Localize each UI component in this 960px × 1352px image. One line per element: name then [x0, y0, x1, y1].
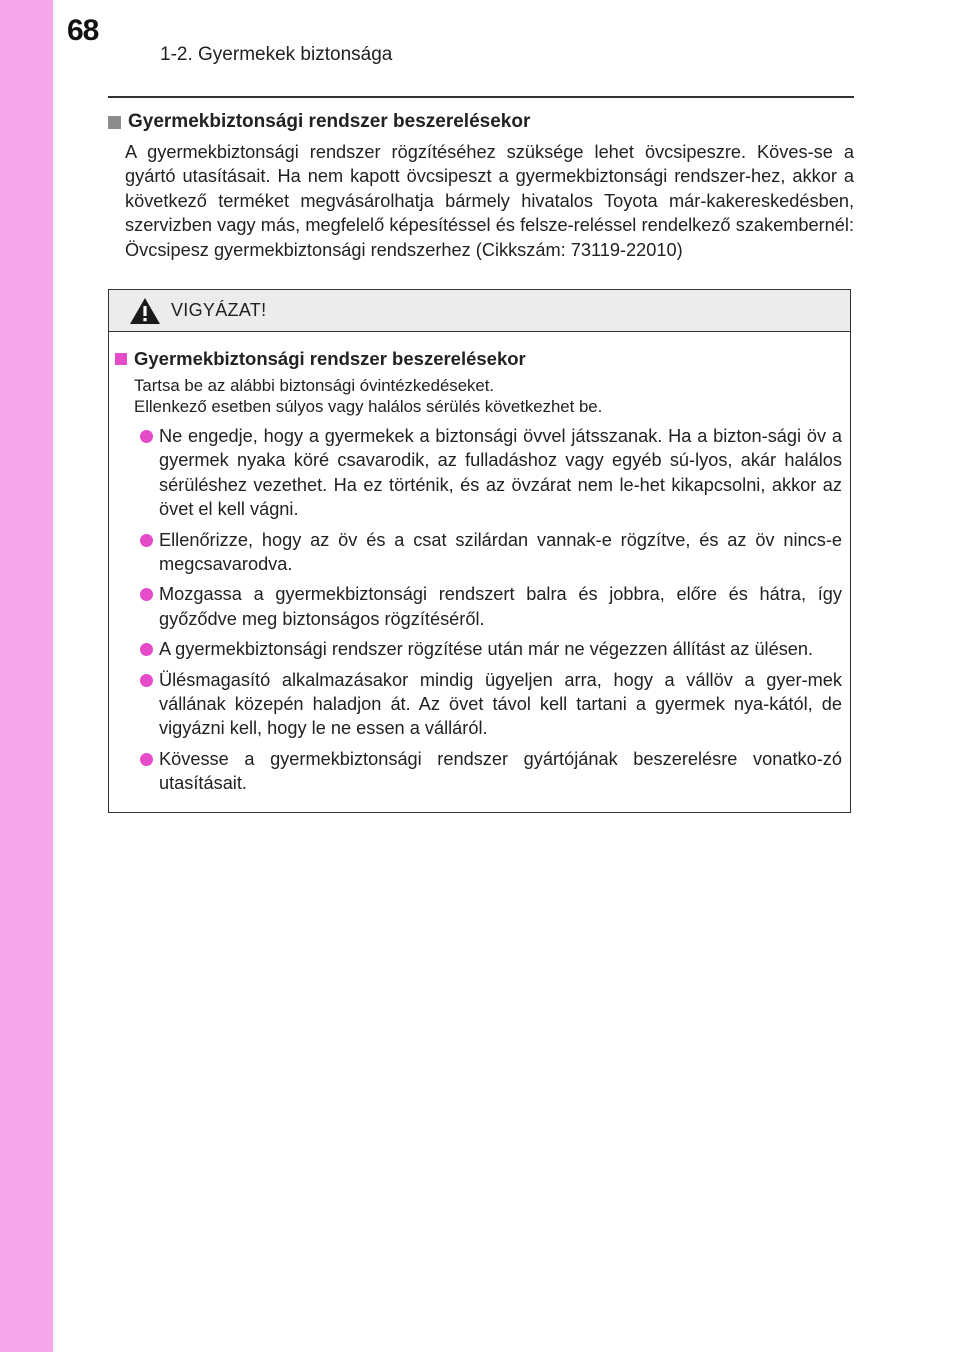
- warning-box: [108, 289, 851, 813]
- list-item: [115, 637, 842, 661]
- chapter-side-strip: [0, 0, 53, 1352]
- round-bullet-icon: [140, 753, 153, 766]
- header-rule: [108, 96, 854, 98]
- list-item-text: A gyermekbiztonsági rendszer rögzítése után már ne végezzen állítást az ülésen.: [159, 639, 814, 660]
- list-item-text: Ne engedje, hogy a gyermekek a biztonsági övvel játsszanak. Ha a bizton-sági öv a gyermek nyaka köré csavarodik, az fulladáshoz vagy egyéb sú-lyos, akár halálos sérüléshez vezethet. Ha ez történik, és az övzárat nem le-het kikapcsolni, akkor az övet el kell vágni.: [159, 426, 842, 520]
- round-bullet-icon: [140, 534, 153, 547]
- warning-list: [115, 424, 842, 796]
- warning-triangle-icon: [129, 297, 161, 325]
- warning-header: [109, 290, 850, 332]
- round-bullet-icon: [140, 643, 153, 656]
- warning-heading-text: Gyermekbiztonsági rendszer beszerelésekor: [134, 348, 526, 369]
- list-item: [115, 528, 842, 577]
- square-bullet-icon: [108, 116, 121, 129]
- list-item: [115, 424, 842, 522]
- warning-heading: [115, 346, 842, 372]
- round-bullet-icon: [140, 674, 153, 687]
- square-bullet-icon: [115, 353, 127, 365]
- round-bullet-icon: [140, 430, 153, 443]
- list-item-text: Mozgassa a gyermekbiztonsági rendszert balra és jobbra, előre és hátra, így győződve meg biztonságos rögzítéséről.: [159, 584, 842, 629]
- warning-intro-line: Tartsa be az alábbi biztonsági óvintézkedéseket.: [134, 376, 495, 395]
- warning-intro-line: Ellenkező esetben súlyos vagy halálos sérülés következhet be.: [134, 397, 603, 416]
- section-installation: [108, 108, 854, 262]
- list-item-text: Kövesse a gyermekbiztonsági rendszer gyártójának beszerelésre vonatko-zó utasításait.: [159, 748, 842, 794]
- list-item-text: Ülésmagasító alkalmazásakor mindig ügyeljen arra, hogy a vállöv a gyer-mek vállának közepén haladjon át. Az övet távol kell tartani a gyermek nya-kától, de vigyázni kell, hogy le ne essen a válláról.: [159, 669, 842, 739]
- running-head: 1-2. Gyermekek biztonsága: [160, 44, 393, 65]
- section-body: A gyermekbiztonsági rendszer rögzítéséhez szüksége lehet övcsipeszre. Köves-se a gyártó utasításait. Ha nem kapott övcsipeszt a gyermekbiztonsági rendszer-hez, akkor a következő terméket megvásárolhatja bármely hivatalos Toyota már-kakereskedésben, szervizben vagy más, megfelelő képesítéssel és felsze-reléssel rendelkező szakembernél: Övcsipesz gyermekbiztonsági rendszerhez (Cikkszám: 73119-22010): [125, 142, 854, 260]
- warning-title: VIGYÁZAT!: [171, 300, 267, 320]
- warning-intro: [134, 375, 842, 417]
- list-item: [115, 668, 842, 741]
- section-heading: [108, 108, 854, 136]
- round-bullet-icon: [140, 588, 153, 601]
- list-item: [115, 582, 842, 631]
- list-item-text: Ellenőrizze, hogy az öv és a csat szilárdan vannak-e rögzítve, és az öv nincs-e megcsavarodva.: [159, 529, 842, 575]
- warning-body: [109, 332, 850, 796]
- page-number: 68: [67, 14, 99, 47]
- section-heading-text: Gyermekbiztonsági rendszer beszerelésekor: [128, 111, 531, 132]
- list-item: [115, 747, 842, 796]
